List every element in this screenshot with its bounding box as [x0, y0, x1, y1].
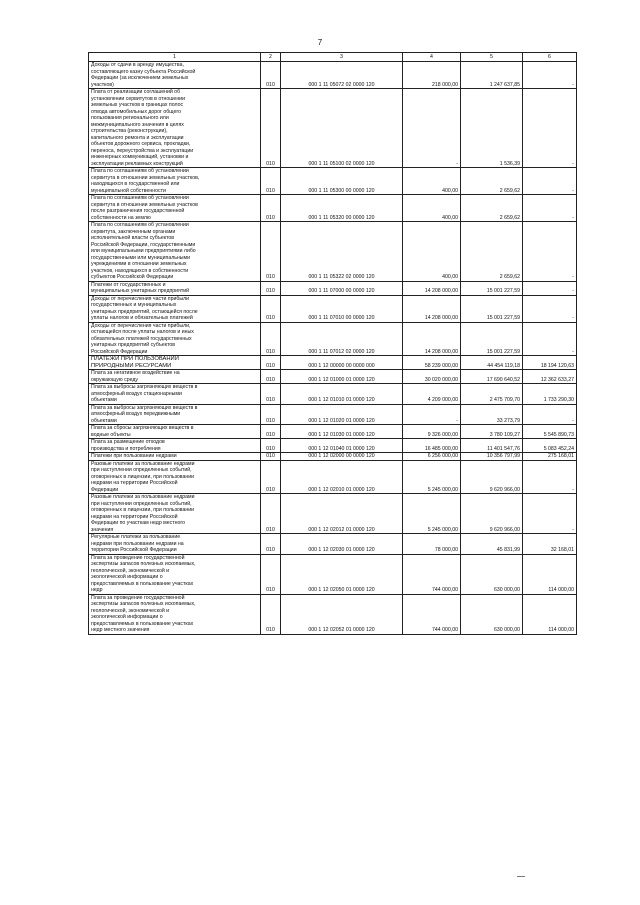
row-code: 010: [261, 384, 281, 405]
row-actual: 3 780 109,27: [461, 425, 523, 439]
row-kbk: 000 1 12 00000 00 0000 000: [281, 356, 403, 370]
row-code: 010: [261, 322, 281, 356]
table-row: [89, 439, 577, 453]
row-actual: 33 273,79: [461, 404, 523, 425]
row-plan: 400,00: [403, 195, 461, 222]
row-actual: 630 000,00: [461, 594, 523, 634]
table-row: [89, 89, 577, 168]
table-row: [89, 534, 577, 555]
row-plan: 58 239 000,00: [403, 356, 461, 370]
table-row: [89, 222, 577, 282]
row-code: 010: [261, 281, 281, 295]
row-name: Плата за проведение государственной экспертизы запасов полезных ископаемых, геологической, экономической и экологической информации о предоставляемых в пользование участках недр местного значения: [89, 594, 261, 634]
row-actual: 630 000,00: [461, 554, 523, 594]
header-cell-2: 2: [261, 53, 281, 62]
row-actual: 1 247 637,85: [461, 62, 523, 89]
row-actual: 9 620 966,00: [461, 460, 523, 494]
row-plan: 218 000,00: [403, 62, 461, 89]
row-name: Регулярные платежи за пользование недрами при пользовании недрами на территории Российской Федерации: [89, 534, 261, 555]
row-code: 010: [261, 370, 281, 384]
row-plan: 9 326 000,00: [403, 425, 461, 439]
row-kbk: 000 1 11 07000 00 0000 120: [281, 281, 403, 295]
row-kbk: 000 1 11 05320 00 0000 120: [281, 195, 403, 222]
row-remaining: -: [523, 460, 577, 494]
row-plan: 16 485 000,00: [403, 439, 461, 453]
row-plan: 4 209 000,00: [403, 384, 461, 405]
row-actual: 10 356 797,99: [461, 453, 523, 461]
table-row: [89, 594, 577, 634]
row-name: Плата за проведение государственной экспертизы запасов полезных ископаемых, геологической, экономической и экологической информации о предоставляемых в пользование участках недр: [89, 554, 261, 594]
row-plan: 14 208 000,00: [403, 295, 461, 322]
row-code: 010: [261, 168, 281, 195]
row-remaining: 275 168,01: [523, 453, 577, 461]
row-actual: 2 475 709,70: [461, 384, 523, 405]
table-row: [89, 370, 577, 384]
row-kbk: 000 1 11 07010 00 0000 120: [281, 295, 403, 322]
row-code: 010: [261, 222, 281, 282]
row-name: Доходы от перечисления части прибыли государственных и муниципальных унитарных предприятий, остающейся после уплаты налогов и обязательных платежей: [89, 295, 261, 322]
row-name: Плата за выбросы загрязняющих веществ в атмосферный воздух стационарными объектами: [89, 384, 261, 405]
row-code: 010: [261, 404, 281, 425]
table-row: [89, 425, 577, 439]
header-cell-4: 4: [403, 53, 461, 62]
row-remaining: -: [523, 89, 577, 168]
table-row: [89, 281, 577, 295]
row-remaining: -: [523, 222, 577, 282]
row-name: Плата за сбросы загрязняющих веществ в водные объекты: [89, 425, 261, 439]
row-plan: -: [403, 404, 461, 425]
row-code: 010: [261, 295, 281, 322]
row-remaining: -: [523, 195, 577, 222]
row-kbk: 000 1 11 05100 02 0000 120: [281, 89, 403, 168]
row-actual: 1 536,39: [461, 89, 523, 168]
row-name: Плата за негативное воздействие на окружающую среду: [89, 370, 261, 384]
row-actual: 2 659,62: [461, 195, 523, 222]
row-remaining: -: [523, 322, 577, 356]
table-row: [89, 295, 577, 322]
row-code: 010: [261, 494, 281, 534]
row-remaining: 114 000,00: [523, 554, 577, 594]
row-plan: 744 000,00: [403, 554, 461, 594]
row-code: 010: [261, 594, 281, 634]
table-row: [89, 554, 577, 594]
row-remaining: 18 194 120,63: [523, 356, 577, 370]
margin-dash: [517, 876, 525, 877]
header-cell-5: 5: [461, 53, 523, 62]
row-code: 010: [261, 554, 281, 594]
row-remaining: 12 362 633,27: [523, 370, 577, 384]
row-remaining: -: [523, 62, 577, 89]
header-cell-1: 1: [89, 53, 261, 62]
row-actual: 11 401 547,76: [461, 439, 523, 453]
header-row: [89, 53, 577, 62]
row-code: 010: [261, 195, 281, 222]
row-plan: 744 000,00: [403, 594, 461, 634]
row-name: Доходы от сдачи в аренду имущества, составляющего казну субъекта Российской Федерации (за исключением земельных участков): [89, 62, 261, 89]
row-remaining: -: [523, 494, 577, 534]
table-row: [89, 453, 577, 461]
row-actual: 15 001 227,59: [461, 281, 523, 295]
row-code: 010: [261, 356, 281, 370]
table-row: [89, 322, 577, 356]
row-kbk: 000 1 12 02010 01 0000 120: [281, 460, 403, 494]
row-plan: 14 208 000,00: [403, 281, 461, 295]
row-actual: 2 659,62: [461, 222, 523, 282]
row-kbk: 000 1 11 05322 02 0000 120: [281, 222, 403, 282]
row-plan: 30 020 000,00: [403, 370, 461, 384]
row-name: Разовые платежи за пользование недрами при наступлении определенных событий, оговоренных в лицензии, при пользовании недрами на территории Российской Федерации по участкам недр местного значения: [89, 494, 261, 534]
row-code: 010: [261, 439, 281, 453]
row-code: 010: [261, 460, 281, 494]
row-plan: 400,00: [403, 168, 461, 195]
row-remaining: -: [523, 281, 577, 295]
row-actual: 44 454 119,18: [461, 356, 523, 370]
table-row: [89, 356, 577, 370]
row-kbk: 000 1 12 02012 01 0000 120: [281, 494, 403, 534]
row-kbk: 000 1 12 01020 01 0000 120: [281, 404, 403, 425]
row-kbk: 000 1 12 01010 01 0000 120: [281, 384, 403, 405]
row-remaining: 5 083 452,24: [523, 439, 577, 453]
row-plan: -: [403, 89, 461, 168]
row-kbk: 000 1 12 02030 01 0000 120: [281, 534, 403, 555]
row-kbk: 000 1 12 02052 01 0000 120: [281, 594, 403, 634]
row-name: Плата за выбросы загрязняющих веществ в атмосферный воздух передвижными объектами: [89, 404, 261, 425]
row-remaining: -: [523, 168, 577, 195]
row-name: Плата от реализации соглашений об установлении сервитутов в отношении земельных участков в границах полос отвода автомобильных дорог общего пользования регионального или межмуниципального значения в целях строительства (реконструкции), капитального ремонта и эксплуатации объектов дорожного сервиса, прокладки, переноса, переустройства и эксплуатации инженерных коммуникаций, установки и эксплуатации рекламных конструкций: [89, 89, 261, 168]
row-actual: 2 659,62: [461, 168, 523, 195]
row-kbk: 000 1 12 02050 01 0000 120: [281, 554, 403, 594]
row-remaining: -: [523, 404, 577, 425]
row-plan: 5 245 000,00: [403, 460, 461, 494]
row-code: 010: [261, 62, 281, 89]
revenue-table: [88, 52, 577, 635]
table-row: [89, 494, 577, 534]
row-actual: 9 620 966,00: [461, 494, 523, 534]
header-cell-6: 6: [523, 53, 577, 62]
row-kbk: 000 1 11 05300 00 0000 120: [281, 168, 403, 195]
row-remaining: -: [523, 295, 577, 322]
row-remaining: 114 000,00: [523, 594, 577, 634]
row-actual: 45 831,99: [461, 534, 523, 555]
row-name: ПЛАТЕЖИ ПРИ ПОЛЬЗОВАНИИ ПРИРОДНЫМИ РЕСУРСАМИ: [89, 356, 261, 370]
row-code: 010: [261, 89, 281, 168]
table-row: [89, 460, 577, 494]
row-name: Разовые платежи за пользование недрами при наступлении определенных событий, оговоренных в лицензии, при пользовании недрами на территории Российской Федерации: [89, 460, 261, 494]
row-kbk: 000 1 11 05072 02 0000 120: [281, 62, 403, 89]
page-number: 7: [317, 38, 323, 47]
header-cell-3: 3: [281, 53, 403, 62]
row-remaining: 32 168,01: [523, 534, 577, 555]
row-kbk: 000 1 12 01030 01 0000 120: [281, 425, 403, 439]
row-code: 010: [261, 534, 281, 555]
row-name: Плата за размещение отходов производства и потребления: [89, 439, 261, 453]
row-actual: 15 001 227,59: [461, 295, 523, 322]
table-row: [89, 404, 577, 425]
table-row: [89, 168, 577, 195]
row-plan: 5 245 000,00: [403, 494, 461, 534]
row-plan: 14 208 000,00: [403, 322, 461, 356]
row-name: Плата по соглашениям об установлении сервитута в отношении земельных участков, находящихся в государственной или муниципальной собственности: [89, 168, 261, 195]
row-kbk: 000 1 11 07012 02 0000 120: [281, 322, 403, 356]
row-plan: 400,00: [403, 222, 461, 282]
row-plan: 6 256 000,00: [403, 453, 461, 461]
row-kbk: 000 1 12 02000 00 0000 120: [281, 453, 403, 461]
row-code: 010: [261, 425, 281, 439]
row-kbk: 000 1 12 01040 01 0000 120: [281, 439, 403, 453]
row-remaining: 5 545 890,73: [523, 425, 577, 439]
row-name: Плата по соглашениям об установлении сервитута в отношении земельных участков после разграничения государственной собственности на землю: [89, 195, 261, 222]
row-name: Платежи при пользовании недрами: [89, 453, 261, 461]
row-actual: 17 690 640,52: [461, 370, 523, 384]
row-actual: 15 001 227,59: [461, 322, 523, 356]
table-row: [89, 62, 577, 89]
row-name: Плата по соглашениям об установлении сервитута, заключенным органами исполнительной власти субъектов Российской Федерации, государственными или муниципальными предприятиями либо государственными или муниципальными учреждениями в отношении земельных участков, находящихся в собственности субъектов Российской Федерации: [89, 222, 261, 282]
row-kbk: 000 1 12 01000 01 0000 120: [281, 370, 403, 384]
row-plan: 78 000,00: [403, 534, 461, 555]
row-code: 010: [261, 453, 281, 461]
table-row: [89, 195, 577, 222]
row-name: Доходы от перечисления части прибыли, остающейся после уплаты налогов и иных обязательных платежей государственных унитарных предприятий субъектов Российской Федерации: [89, 322, 261, 356]
row-name: Платежи от государственных и муниципальных унитарных предприятий: [89, 281, 261, 295]
row-remaining: 1 733 290,30: [523, 384, 577, 405]
table-row: [89, 384, 577, 405]
